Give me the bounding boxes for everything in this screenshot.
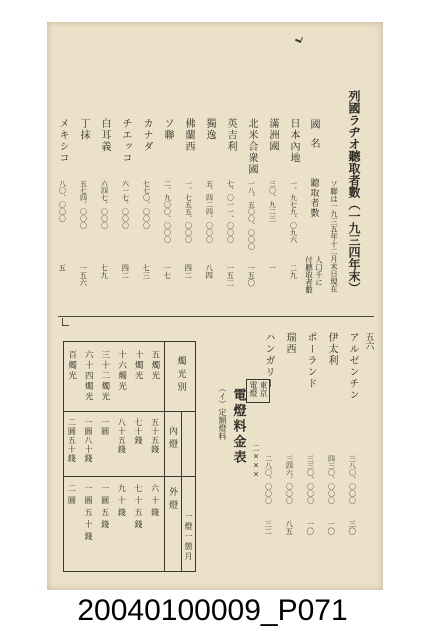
country-name: 白耳義 (99, 118, 110, 153)
listener-count: 二八〇、〇〇〇 (264, 455, 273, 504)
country-name: アルゼンチン (347, 332, 358, 401)
header-period: 一燈一箇月 (184, 512, 193, 562)
outdoor-rate: 二圓 (67, 484, 77, 508)
listeners-per-thousand: 三二 (263, 520, 273, 535)
country-name: 獨逸 (204, 118, 215, 141)
listener-count: 三三〇、〇〇〇 (306, 455, 315, 504)
listener-count: 三八〇、〇〇〇 (348, 455, 357, 504)
indoor-rate: 一圓八十錢 (84, 418, 93, 463)
supplier-box: 東京電燈 (246, 379, 270, 403)
indoor-rate: 五十五錢 (150, 418, 160, 454)
listeners-per-thousand: 八四 (204, 264, 214, 279)
rate-mark: 二××× (251, 444, 261, 479)
country-name: ソ聯 (162, 118, 173, 141)
electric-rates-title: 電燈料金表 (230, 388, 246, 466)
image-caption: 20040100009_P071 (77, 594, 348, 627)
listeners-per-thousand: 一五六 (78, 264, 88, 287)
listener-count: 四三〇、〇〇〇 (327, 455, 336, 504)
listeners-per-thousand: 一 (267, 264, 277, 272)
table-rule (164, 342, 165, 571)
country-name: 伊太利 (326, 332, 337, 367)
candle-power-label: 十六燭光 (116, 350, 127, 392)
country-name: 日本內地 (288, 118, 299, 164)
country-name: 北米合衆國 (246, 118, 257, 176)
listener-count: 五七四、〇〇〇 (79, 180, 88, 229)
indoor-rate: 一圓 (100, 418, 110, 436)
outdoor-rate: 一圓五十錢 (84, 484, 93, 544)
listener-count: 七、〇一一、〇〇〇 (226, 180, 235, 243)
listeners-per-thousand: 八五 (284, 520, 294, 535)
listener-count: 六四七、〇〇〇 (100, 180, 109, 229)
listener-count: 七七〇、〇〇〇 (142, 180, 151, 229)
listeners-per-thousand: 一五〇 (246, 264, 256, 287)
country-name: ポーランド (305, 332, 316, 390)
listeners-per-thousand: 四二 (183, 264, 193, 279)
country-name: 佛蘭西 (183, 118, 194, 153)
candle-power-label: 三十二燭光 (99, 350, 110, 403)
listener-count: 三〇、九二三 (268, 180, 277, 222)
listeners-per-thousand: 一〇 (305, 520, 315, 535)
listener-count: 一、九七九、〇九六 (289, 180, 298, 243)
listeners-per-thousand: 五 (57, 264, 67, 272)
outdoor-rate: 一圓五錢 (100, 484, 110, 532)
table-rule (64, 476, 195, 477)
candle-power-label: 百燭光 (66, 350, 77, 382)
listeners-per-thousand: 三〇 (347, 520, 357, 535)
country-name: チエッコ (120, 118, 131, 164)
country-name: カナダ (141, 118, 152, 153)
page-number: 五六 (363, 332, 374, 350)
listener-count: 六一七、〇〇〇 (121, 180, 130, 229)
radio-table-note: ソ聯は一九三五年十二月末日現在 (329, 180, 339, 293)
listeners-per-thousand: 一五二 (225, 264, 235, 287)
header-indoor: 內燈 (167, 426, 177, 452)
candle-power-label: 五燭光 (149, 350, 160, 382)
country-name: メキシコ (57, 118, 68, 164)
listeners-per-thousand: 二九 (288, 264, 298, 279)
corner-mark (62, 318, 69, 326)
listener-count: 二、九〇〇、〇〇〇 (163, 180, 172, 243)
listeners-per-thousand: 七九 (99, 264, 109, 279)
listener-count: 三四六、〇〇〇 (285, 455, 294, 504)
header-candle-power: 燭光別 (175, 356, 186, 395)
country-name: 滿洲國 (267, 118, 278, 153)
country-name: 瑞西 (284, 332, 295, 355)
candle-power-label: 十燭光 (133, 350, 144, 382)
header-per-thousand: 人口千に (314, 256, 324, 286)
candle-power-label: 六十四燭光 (83, 350, 94, 403)
section-divider (58, 316, 374, 317)
indoor-rate: 二圓五十錢 (67, 418, 77, 463)
header-country: 國名 (308, 119, 319, 157)
country-name: 英吉利 (225, 118, 236, 153)
listeners-per-thousand: 七三 (141, 264, 151, 279)
listener-count: 八〇、〇〇〇 (58, 180, 67, 222)
indoor-rate: 七十錢 (134, 418, 143, 445)
country-name: ハンガリー (263, 332, 274, 390)
listeners-per-thousand: 一七 (162, 264, 172, 279)
listeners-per-thousand: 四二 (120, 264, 130, 279)
outdoor-rate: 六十錢 (150, 484, 160, 520)
listeners-per-thousand: 一〇 (326, 520, 336, 535)
header-per-thousand-cont: 付聽取者數 (304, 256, 314, 294)
listener-count: 五、四二四、〇〇〇 (205, 180, 214, 243)
table-rule (181, 411, 182, 571)
listener-count: 一八、五〇〇、〇〇〇 (247, 180, 256, 250)
electric-rates-subtitle: （イ）定額燈料 (218, 384, 227, 440)
header-outdoor: 外燈 (167, 487, 177, 513)
outdoor-rate: 九十錢 (117, 484, 127, 520)
outdoor-rate: 七十五錢 (134, 484, 143, 532)
radio-table-title: 列國ラヂオ聽取者數（一九三四年末） (347, 90, 361, 294)
indoor-rate: 八十五錢 (117, 418, 127, 454)
table-rule (64, 411, 195, 412)
country-name: 丁抹 (78, 118, 89, 141)
header-listeners: 聽取者數 (308, 178, 319, 218)
listener-count: 一、七五五、〇〇〇 (184, 180, 193, 243)
